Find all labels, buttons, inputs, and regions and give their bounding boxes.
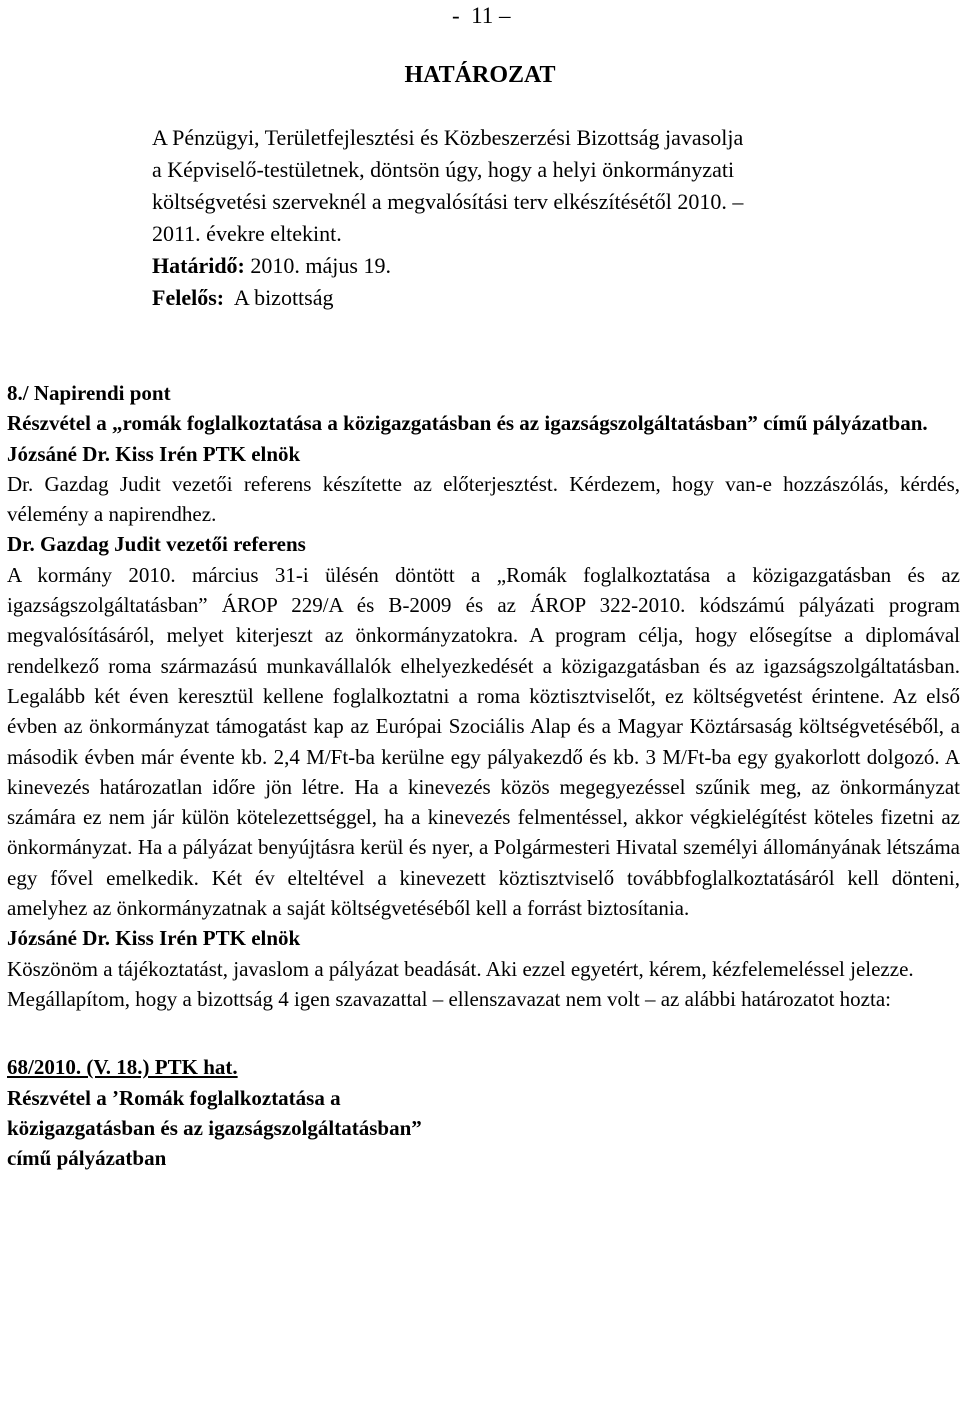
resolution-title-line: Részvétel a ’Romák foglalkoztatása a: [7, 1085, 341, 1110]
deadline-label: Határidő:: [152, 253, 245, 278]
speaker-name: Dr. Gazdag Judit vezetői referens: [7, 532, 306, 557]
spacer: [7, 1014, 960, 1052]
resolution-heading: HATÁROZAT: [404, 62, 556, 88]
resolution-line: 2011. évekre eltekint.: [152, 221, 342, 246]
speech-text: Dr. Gazdag Judit vezetői referens készítette az előterjesztést. Kérdezem, hogy van-e hozzászólás, kérdés, vélemény a napirendhez.: [7, 471, 960, 527]
resolution-line: A Pénzügyi, Területfejlesztési és Közbeszerzési Bizottság javasolja: [152, 125, 744, 150]
speech-text: A kormány 2010. március 31-i ülésén döntött a „Romák foglalkoztatása a közigazgatásban és az igazságszolgáltatásban” ÁROP 229/A és B-2009 és az ÁROP 322-2010. kódszámú pályázati program megvalósításáról, melyet kiterjeszt az önkormányzatokra. A program célja, hogy elősegítse a diplomával rendelkező roma származású munkavállalók elhelyezkedését a közigazgatásban és az igazságszolgáltatásban. Legalább két éven keresztül kellene foglalkoztatni a roma köztisztviselőt, ez költségvetést érintene. Az első évben az önkormányzat támogatást kap az Európai Szociális Alap és a Magyar Köztársaság költségvetéséből, a második évben már évente kb. 2,4 M/Ft-ba kerülne egy pályakezdő és kb. 3 M/Ft-ba egy gyakorlott dolgozó. A kinevezés határozatlan időre jön létre. Ha a kinevezés közös megegyezéssel szűnik meg, az önkormányzat számára ez nem jár külön kötelezettséggel, ha a kinevezés felmentéssel, akkor végkielégítést köteles fizetni az önkormányzat. Ha a pályázat benyújtásra kerül és nyer, a Polgármesteri Hivatal személyi állományának létszáma egy fővel emelkedik. Két év elteltével a kinevezett köztisztviselő továbbfoglalkoztatásáról kell dönteni, amelyhez az önkormányzatnak a saját költségvetéséből kell a forrást biztosítania.: [7, 562, 960, 921]
resolution-title-line: című pályázatban: [7, 1146, 167, 1171]
resolution-line: a Képviselő-testületnek, döntsön úgy, hogy a helyi önkormányzati: [152, 157, 735, 182]
resolution-line: költségvetési szerveknél a megvalósítási terv elkészítésétől 2010. –: [152, 189, 744, 214]
responsible-label: Felelős:: [152, 285, 225, 310]
speech-text: Megállapítom, hogy a bizottság 4 igen szavazattal – ellenszavazat nem volt – az alábbi határozatot hozta:: [7, 986, 891, 1011]
page-number: - 11 –: [452, 3, 511, 28]
speech-text: Köszönöm a tájékoztatást, javaslom a pályázat beadását. Aki ezzel egyetért, kérem, kézfelemeléssel jelezze.: [7, 956, 914, 981]
resolution-title-line: közigazgatásban és az igazságszolgáltatásban”: [7, 1115, 422, 1140]
speaker-name: Józsáné Dr. Kiss Irén PTK elnök: [7, 441, 301, 466]
resolution-number: 68/2010. (V. 18.) PTK hat.: [7, 1055, 238, 1080]
responsible-value: A bizottság: [233, 285, 334, 310]
resolution-text: [152, 122, 912, 314]
agenda-number: 8./ Napirendi pont: [7, 381, 171, 405]
responsible-row: [152, 282, 912, 314]
deadline-value: 2010. május 19.: [250, 253, 391, 278]
agenda-title: Részvétel a „romák foglalkoztatása a közigazgatásban és az igazságszolgáltatásban” című pályázatban.: [7, 411, 928, 436]
deadline-row: [152, 250, 912, 282]
resolution-number-row: [7, 1052, 960, 1082]
speaker-name: Józsáné Dr. Kiss Irén PTK elnök: [7, 926, 301, 951]
main-content: [7, 378, 960, 1173]
